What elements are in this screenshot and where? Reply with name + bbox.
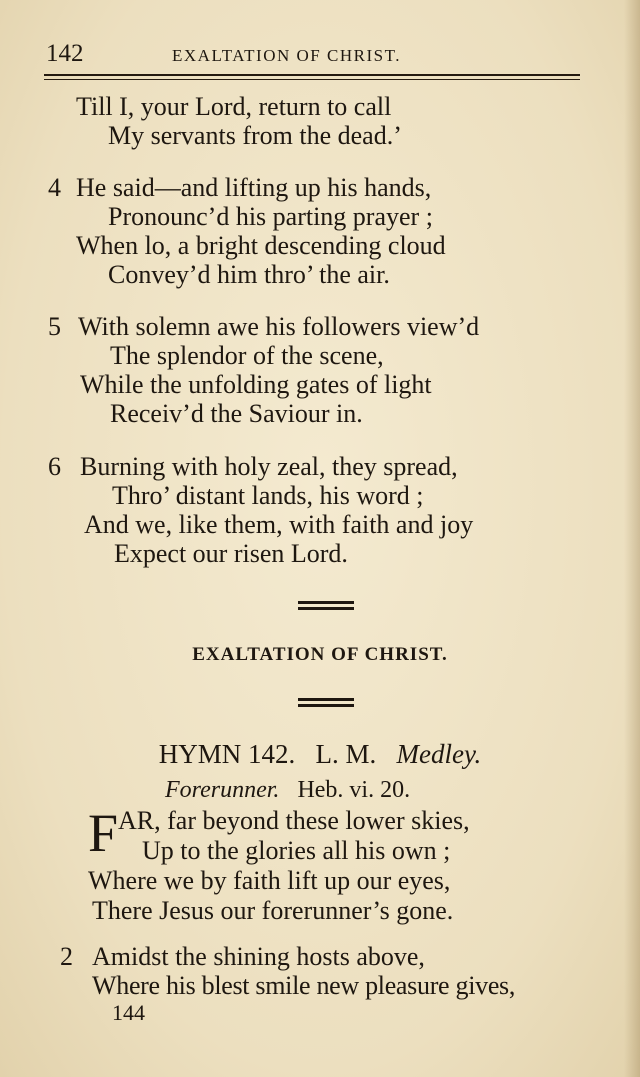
verse-line: Amidst the shining hosts above, (92, 942, 425, 971)
header-rule-bottom (44, 79, 580, 80)
verse-line: Thro’ distant lands, his word ; (112, 481, 424, 510)
verse-line: My servants from the dead.’ (108, 121, 402, 150)
verse-line: Where we by faith lift up our eyes, (88, 866, 451, 895)
hymn-meter: L. M. (315, 739, 377, 769)
verse-line: Pronounc’d his parting prayer ; (108, 202, 433, 231)
drop-cap: F (88, 803, 119, 863)
ornament-bar (298, 607, 354, 610)
ornament-bar (298, 601, 354, 604)
verse-line: Till I, your Lord, return to call (76, 92, 392, 121)
verse-line: Expect our risen Lord. (114, 539, 348, 568)
ornament-bar (298, 698, 354, 701)
page-number: 142 (46, 40, 84, 67)
header-rule-top (44, 74, 580, 76)
verse-line: There Jesus our forerunner’s gone. (92, 896, 454, 925)
verse-line: And we, like them, with faith and joy (84, 510, 474, 539)
page-edge-shadow (624, 0, 640, 1077)
verse-line: Convey’d him thro’ the air. (108, 260, 390, 289)
signature-mark: 144 (112, 1000, 145, 1025)
running-title: EXALTATION OF CHRIST. (172, 46, 401, 65)
verse-line: Receiv’d the Saviour in. (110, 399, 363, 428)
verse-line: Up to the glories all his own ; (142, 836, 451, 865)
ornament-bar (298, 704, 354, 707)
verse-line: With solemn awe his followers view’d (78, 312, 480, 341)
verse-number: 6 (48, 452, 61, 481)
verse-line: The splendor of the scene, (110, 341, 384, 370)
hymn-topic: Forerunner. (165, 777, 280, 803)
hymn-subtitle (165, 777, 410, 804)
verse-number: 4 (48, 173, 61, 202)
verse-line: When lo, a bright descending cloud (76, 231, 446, 260)
section-title: EXALTATION OF CHRIST. (192, 644, 448, 665)
hymn-heading-line (0, 739, 640, 770)
verse-number: 5 (48, 312, 61, 341)
verse-line: While the unfolding gates of light (80, 370, 432, 399)
verse-line: Burning with holy zeal, they spread, (80, 452, 458, 481)
hymn-tune: Medley. (396, 739, 482, 769)
verse-line: He said—and lifting up his hands, (76, 173, 432, 202)
hymn-number: HYMN 142. (158, 739, 296, 769)
verse-line: Where his blest smile new pleasure gives, (92, 971, 516, 1000)
scripture-reference: Heb. vi. 20. (297, 777, 411, 803)
verse-line: AR, far beyond these lower skies, (118, 806, 470, 835)
verse-number: 2 (60, 942, 73, 971)
